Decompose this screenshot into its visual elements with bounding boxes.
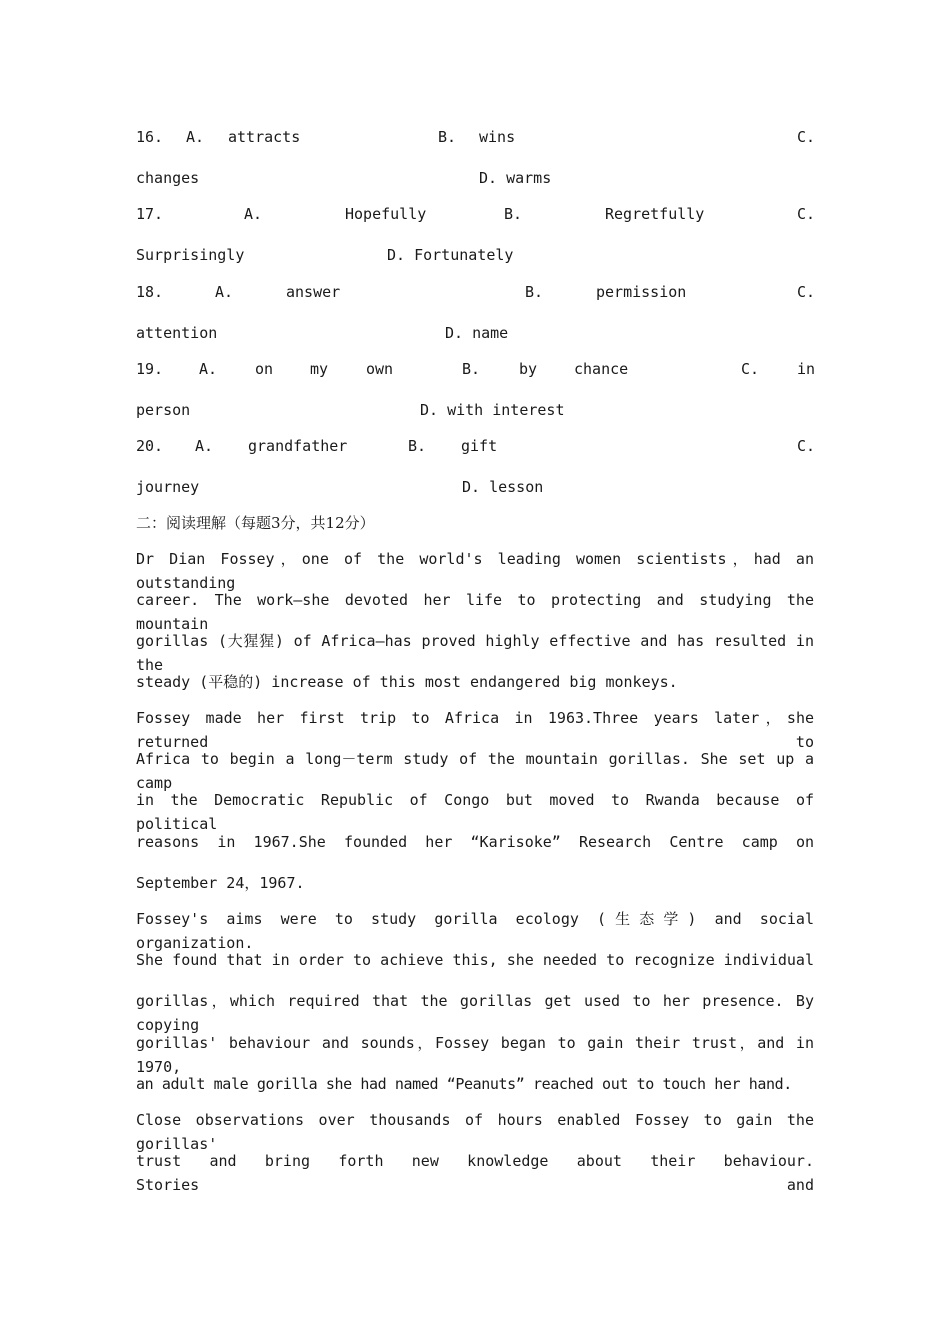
option-b-letter: B. — [438, 128, 457, 146]
option-a-word: own — [366, 360, 394, 378]
paragraph-line: career. The work—she devoted her life to protecting and studying the mountain — [136, 591, 814, 633]
paragraph-line: an adult male gorilla she had named “Peanuts” reached out to touch her hand. — [136, 1075, 792, 1093]
paragraph-line: Fossey's aims were to study gorilla ecology (生态学) and social organization. — [136, 910, 814, 952]
question-number: 16. — [136, 128, 164, 146]
paragraph-line: gorillas' behaviour and sounds，Fossey began to gain their trust，and in 1970, — [136, 1034, 814, 1076]
paragraph-line: Africa to begin a long－term study of the mountain gorillas. She set up a camp — [136, 750, 814, 792]
option-c-text: attention — [136, 324, 218, 342]
question-16-options-line — [136, 125, 814, 149]
question-16-continuation-line — [136, 166, 814, 190]
option-b-text: Regretfully — [605, 205, 705, 223]
question-17-continuation-line — [136, 243, 814, 267]
option-c-word: person — [136, 401, 191, 419]
option-d: D. warms — [479, 169, 552, 187]
paragraph-line: gorillas，which required that the gorillas get used to her presence. By copying — [136, 992, 814, 1034]
question-17-options-line — [136, 202, 814, 226]
option-c-letter: C. — [797, 128, 816, 146]
paragraph-line: in the Democratic Republic of Congo but moved to Rwanda because of political — [136, 791, 814, 833]
option-a-word: on — [255, 360, 274, 378]
option-b-letter: B. — [504, 205, 523, 223]
question-19-continuation-line — [136, 398, 814, 422]
option-b-word: chance — [574, 360, 629, 378]
question-18-continuation-line — [136, 321, 814, 345]
question-19-options-line — [136, 357, 814, 381]
section-heading: 二：阅读理解（每题3分，共12分） — [136, 514, 375, 532]
option-c-text: Surprisingly — [136, 246, 245, 264]
option-b-text: wins — [479, 128, 516, 146]
question-18-options-line — [136, 280, 814, 304]
option-a-text: attracts — [228, 128, 301, 146]
question-20-continuation-line — [136, 475, 814, 499]
option-d: D. Fortunately — [387, 246, 514, 264]
option-c-letter: C. — [797, 205, 816, 223]
option-a-text: answer — [286, 283, 341, 301]
option-b-letter: B. — [462, 360, 481, 378]
option-d: D. lesson — [462, 478, 544, 496]
paragraph-line: gorillas (大猩猩) of Africa—has proved highly effective and has resulted in the — [136, 632, 814, 674]
option-c-text: journey — [136, 478, 200, 496]
option-b-letter: B. — [408, 437, 427, 455]
option-a-letter: A. — [215, 283, 234, 301]
paragraph-line: Close observations over thousands of hours enabled Fossey to gain the gorillas' — [136, 1111, 814, 1153]
question-number: 20. — [136, 437, 164, 455]
paragraph-line: trust and bring forth new knowledge about their behaviour. Stories and — [136, 1152, 814, 1194]
question-number: 18. — [136, 283, 164, 301]
question-20-options-line — [136, 434, 814, 458]
option-c-word: in — [797, 360, 816, 378]
option-a-text: Hopefully — [345, 205, 427, 223]
option-c-letter: C. — [741, 360, 760, 378]
option-b-text: gift — [461, 437, 498, 455]
option-a-letter: A. — [244, 205, 263, 223]
paragraph-line: Dr Dian Fossey，one of the world's leading women scientists，had an outstanding — [136, 550, 814, 592]
option-d: D. with interest — [420, 401, 565, 419]
option-c-letter: C. — [797, 437, 816, 455]
option-a-letter: A. — [195, 437, 214, 455]
question-number: 19. — [136, 360, 164, 378]
option-a-letter: A. — [199, 360, 218, 378]
option-a-text: grandfather — [248, 437, 348, 455]
option-c-text: changes — [136, 169, 200, 187]
option-c-letter: C. — [797, 283, 816, 301]
paragraph-line: steady (平稳的) increase of this most endangered big monkeys. — [136, 673, 678, 691]
option-a-word: my — [310, 360, 329, 378]
paragraph-line: Fossey made her first trip to Africa in 1963.Three years later，she returned to — [136, 709, 814, 751]
paragraph-line: September 24，1967. — [136, 874, 305, 892]
paragraph-line: She found that in order to achieve this, she needed to recognize individual — [136, 951, 814, 969]
option-b-text: permission — [596, 283, 687, 301]
option-d: D. name — [445, 324, 509, 342]
option-b-letter: B. — [525, 283, 544, 301]
question-number: 17. — [136, 205, 164, 223]
option-b-word: by — [519, 360, 538, 378]
paragraph-line: reasons in 1967.She founded her “Karisoke” Research Centre camp on — [136, 833, 814, 851]
option-a-letter: A. — [186, 128, 205, 146]
